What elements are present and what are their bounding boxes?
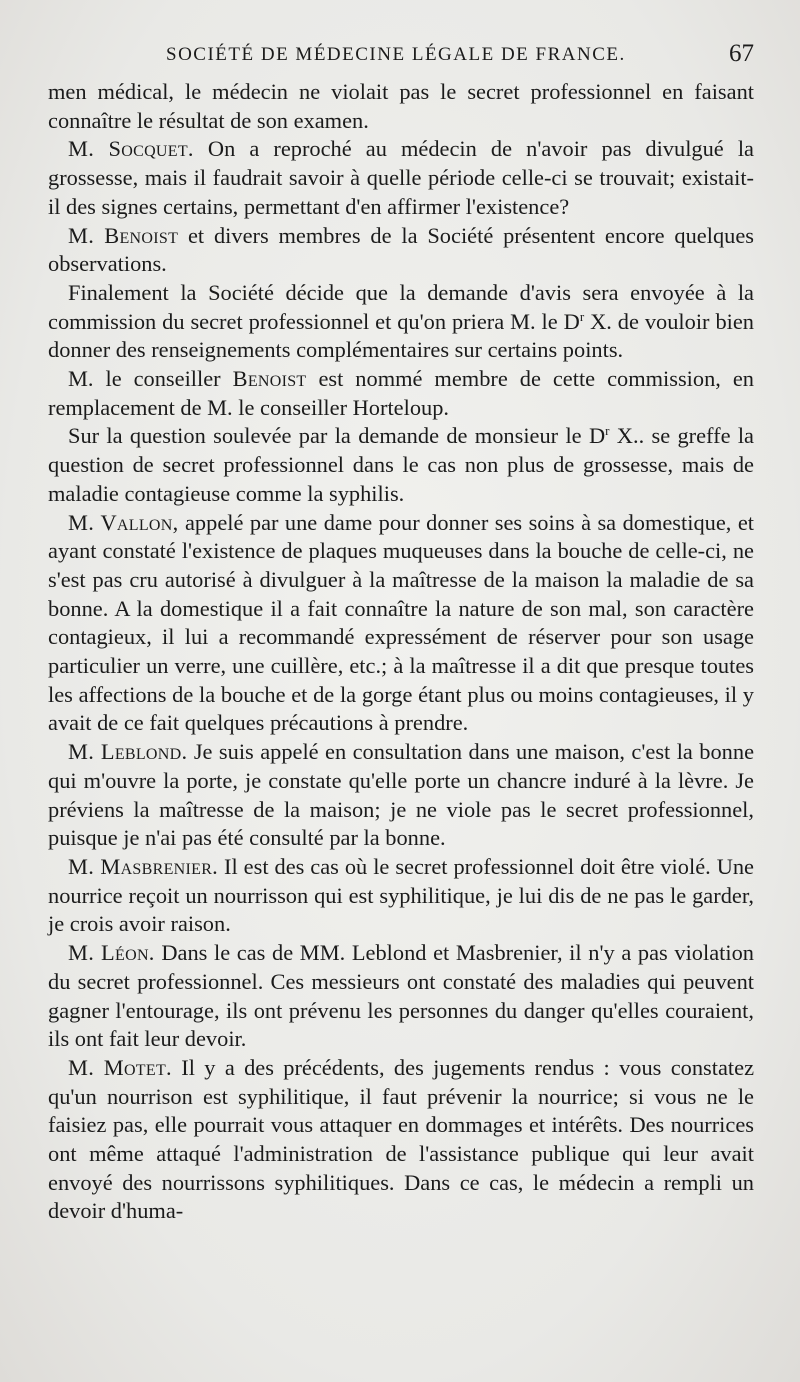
paragraph-text: Dans le cas de MM. Leblond et Masbrenier, il n'y a pas violation du secret professionnel. Ces messieurs ont constaté des maladies qui peuvent gagner l'entourage, ils ont prévenu les personnes du danger qu'elles couraient, ils ont fait leur devoir. bbox=[48, 940, 754, 1052]
paragraph-text: Je suis appelé en consultation dans une maison, c'est la bonne qui m'ouvre la porte, je constate qu'elle porte un chancre induré à la lèvre. Je préviens la maîtresse de la maison; je ne viole pas le secret professionnel, puisque je n'ai pas été consulté par la bonne. bbox=[48, 739, 755, 851]
paragraph-text: On a reproché au médecin de n'avoir pas divulgué la grossesse, mais il faudrait savoir à quelle période celle-ci se trouvait; existait-il des signes certains, permettant d'en affirmer l'existence? bbox=[48, 136, 754, 219]
speaker-name: M. Benoist bbox=[68, 222, 179, 248]
paragraph-text: Il est des cas où le secret professionnel doit être violé. Une nourrice reçoit un nourrisson qui est syphilitique, je lui dis de ne pas le garder, je crois avoir raison. bbox=[48, 853, 754, 937]
paragraph-text: men médical, le médecin ne violait pas le secret professionnel en faisant connaître le résultat de son examen. bbox=[48, 79, 754, 133]
paragraph-socquet bbox=[48, 135, 754, 221]
paragraph-text: est nommé membre de cette commission, en remplacement de M. le conseiller Horteloup. bbox=[48, 366, 754, 420]
paragraph-vallon bbox=[48, 509, 754, 739]
superscript: r bbox=[605, 423, 610, 439]
page-number: 67 bbox=[729, 40, 754, 67]
superscript: r bbox=[579, 308, 585, 324]
body-text bbox=[48, 78, 754, 1226]
paragraph-text: X.. se greffe la question de secret professionnel dans le cas non plus de grossesse, mais de maladie contagieuse comme la syphilis. bbox=[48, 423, 754, 506]
page-header bbox=[48, 38, 754, 72]
speaker-name: M. Leblond. bbox=[68, 739, 188, 765]
paragraph-benoist bbox=[48, 222, 754, 279]
speaker-name: M. Masbrenier. bbox=[68, 853, 219, 879]
speaker-name: M. Léon. bbox=[68, 940, 155, 966]
paragraph-motet bbox=[48, 1054, 754, 1226]
speaker-name: M. Motet. bbox=[68, 1054, 172, 1080]
paragraph-question bbox=[48, 422, 754, 508]
paragraph-leblond bbox=[48, 738, 754, 853]
paragraph-leon bbox=[48, 939, 754, 1054]
running-head: SOCIÉTÉ DE MÉDECINE LÉGALE DE FRANCE. bbox=[166, 44, 626, 65]
paragraph-text: et divers membres de la Société présentent encore quelques observations. bbox=[48, 222, 755, 277]
paragraph-text: Sur la question soulevée par la demande de monsieur le D bbox=[68, 423, 606, 449]
paragraph-text: Finalement la Société décide que la demande d'avis sera envoyée à la commission du secret professionnel et qu'on priera M. le D bbox=[48, 279, 754, 334]
speaker-name: Benoist bbox=[232, 366, 307, 392]
speaker-name: M. Socquet. bbox=[68, 136, 194, 162]
paragraph-masbrenier bbox=[48, 853, 754, 939]
paragraph-nomination bbox=[48, 365, 754, 422]
paragraph-text: appelé par une dame pour donner ses soins à sa domestique, et ayant constaté l'existence de plaques muqueuses dans la bouche de celle-ci, ne s'est pas cru autorisé à divulguer à la maîtresse de la maison la maladie de sa bonne. A la domestique il a fait connaître la nature de son mal, son caractère contagieux, il lui a recommandé expressément de réserver pour son usage particulier un verre, une cuillère, etc.; à la maîtresse il a dit que presque toutes les affections de la bouche et de la gorge étant plus ou moins contagieuses, il y avait de ce fait quelques précautions à prendre. bbox=[48, 509, 755, 736]
paragraph-text: M. le conseiller bbox=[68, 366, 233, 392]
paragraph-text: X. de vouloir bien donner des renseignements complémentaires sur certains points. bbox=[48, 308, 754, 363]
paragraph-text: Il y a des précédents, des jugements rendus : vous constatez qu'un nourrison est syphilitique, il faut prévenir la nourrice; si vous ne le faisiez pas, elle pourrait vous attaquer en dommages et intérêts. Des nourrices ont même attaqué l'administration de l'assistance publique qui leur avait envoyé des nourrissons syphilitiques. Dans ce cas, le médecin a rempli un devoir d'huma- bbox=[48, 1054, 755, 1224]
speaker-name: M. Vallon, bbox=[68, 509, 179, 535]
paragraph-decision bbox=[48, 279, 754, 365]
paragraph-continuation bbox=[48, 78, 754, 135]
